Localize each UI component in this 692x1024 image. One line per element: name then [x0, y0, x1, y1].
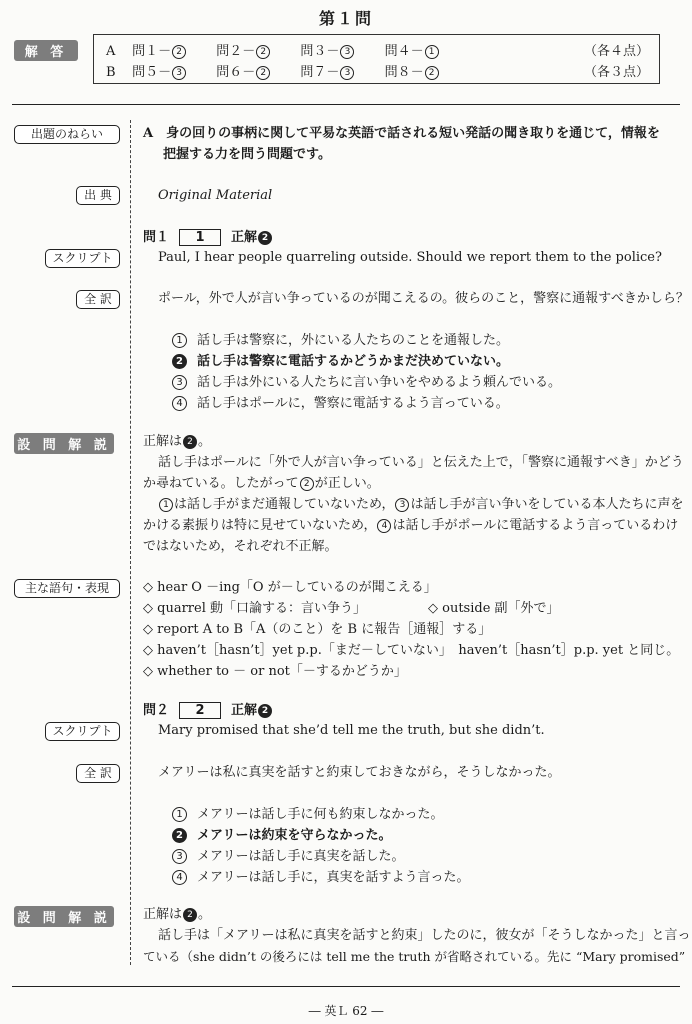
margin-dashed-line: [130, 120, 131, 965]
phrase-3: ◇ outside 副「外で」: [428, 601, 560, 616]
q1-box: 1: [179, 229, 221, 246]
q1-header: 問１ 1 正解 2: [143, 228, 273, 248]
label-answer: 解 答: [14, 40, 78, 61]
label-script-1: スクリプト: [45, 249, 120, 268]
label-explanation-2: 設 問 解 説: [14, 906, 114, 927]
row-label: A: [106, 44, 116, 59]
answer-mark: 2: [425, 66, 439, 80]
q2-exp-line-1: 話し手は「メアリーは私に真実を話すと約束」したのに，彼女が「そうしなかった」と言っ: [158, 928, 691, 943]
answer-mark: 3: [340, 66, 354, 80]
q1-exp-line-3: 1 は話し手がまだ通報していないため， 3 は話し手が言い争いをしている本人たちに声を: [158, 495, 684, 515]
q1-choice-2: 2 話し手は警察に電話するかどうかまだ決めていない。: [172, 352, 509, 372]
source-text: Original Material: [158, 188, 273, 203]
label-aim: 出題のねらい: [14, 125, 120, 144]
q2-exp-line-2: ている（she didn’t の後ろには tell me the truth が省略されている。先に “Mary promised”: [143, 949, 686, 964]
answer-row-a: A 問１－ 2 問２－ 2 問３－ 3 問４－ 1: [106, 40, 465, 59]
points-a: （各４点）: [583, 44, 649, 59]
phrase-2: ◇ quarrel 動「口論する：言い争う」: [143, 601, 366, 616]
q2-box: 2: [179, 702, 221, 719]
answer-row-b: B 問５－ 3 問６－ 2 問７－ 3 問８－ 2: [106, 61, 465, 80]
q2-script: Mary promised that she’d tell me the truth, but she didn’t.: [158, 723, 545, 738]
q1-exp-line-4: かける素振りは特に見せていないため， 4 は話し手がポールに電話するよう言っているわけ: [143, 518, 679, 533]
answer-box: [93, 34, 660, 84]
answer-mark: 3: [340, 45, 354, 59]
answer-mark: 3: [172, 66, 186, 80]
label-translation-2: 全 訳: [76, 764, 120, 783]
page-footer: ― 英Ｌ 62 ―: [308, 1004, 384, 1018]
q1-choice-1: 1 話し手は警察に，外にいる人たちのことを通報した。: [172, 331, 509, 351]
aim-line-2: 把握する力を問う問題です。: [163, 147, 331, 162]
q1-exp-answer: 正解は 2 。: [143, 434, 212, 449]
q1-exp-line-5: ではないため，それぞれ不正解。: [143, 539, 338, 554]
q2-choice-4: 4 メアリーは話し手に，真実を話すよう言った。: [172, 868, 469, 888]
top-rule: [12, 104, 680, 105]
answer-mark: 1: [425, 45, 439, 59]
phrase-5: ◇ haven’t［hasn’t］yet p.p.「まだ－していない」 haven’t［hasn’t］p.p. yet と同じ。: [143, 643, 680, 658]
points-b: （各３点）: [583, 65, 649, 80]
q2-exp-answer: 正解は 2 。: [143, 907, 212, 922]
phrase-4: ◇ report A to B「A（のこと）を B に報告［通報］する」: [143, 622, 492, 637]
answer-mark: 2: [172, 45, 186, 59]
phrase-6: ◇ whether to － or not「－するかどうか」: [143, 664, 407, 679]
label-phrases: 主な語句・表現: [14, 579, 120, 598]
row-label: B: [106, 65, 116, 80]
q1-exp-line-1: 話し手はポールに「外で人が言い争っている」と伝えた上で，「警察に通報すべき」かどう: [158, 455, 684, 470]
q1-correct-mark: 2: [258, 231, 272, 245]
q1-choice-3: 3 話し手は外にいる人たちに言い争いをやめるよう頼んでいる。: [172, 373, 561, 393]
page-title: 第１問: [318, 9, 373, 28]
aim-line-1: A 身の回りの事柄に関して平易な英語で話される短い発話の聞き取りを通じて，情報を: [143, 126, 660, 141]
q1-translation: ポール，外で人が言い争っているのが聞こえるの。彼らのこと，警察に通報すべきかしら？: [158, 291, 689, 306]
label-source: 出 典: [76, 186, 120, 205]
answer-mark: 2: [256, 66, 270, 80]
bottom-rule: [12, 986, 680, 987]
label-translation-1: 全 訳: [76, 290, 120, 309]
q1-script: Paul, I hear people quarreling outside. Should we report them to the police?: [158, 250, 662, 265]
q2-choice-3: 3 メアリーは話し手に真実を話した。: [172, 847, 404, 867]
q2-correct-mark: 2: [258, 704, 272, 718]
q1-choice-4: 4 話し手はポールに，警察に電話するよう言っている。: [172, 394, 509, 414]
q1-exp-line-2: か尋ねている。したがって 2 が正しい。: [143, 476, 380, 491]
q2-header: 問２ 2 正解 2: [143, 701, 273, 721]
phrase-1: ◇ hear O －ing「O が－しているのが聞こえる」: [143, 580, 437, 595]
q2-choice-2: 2 メアリーは約束を守らなかった。: [172, 826, 391, 846]
label-explanation-1: 設 問 解 説: [14, 433, 114, 454]
answer-mark: 2: [256, 45, 270, 59]
q2-translation: メアリーは私に真実を話すと約束しておきながら，そうしなかった。: [158, 765, 561, 780]
label-script-2: スクリプト: [45, 722, 120, 741]
q2-choice-1: 1 メアリーは話し手に何も約束しなかった。: [172, 805, 443, 825]
